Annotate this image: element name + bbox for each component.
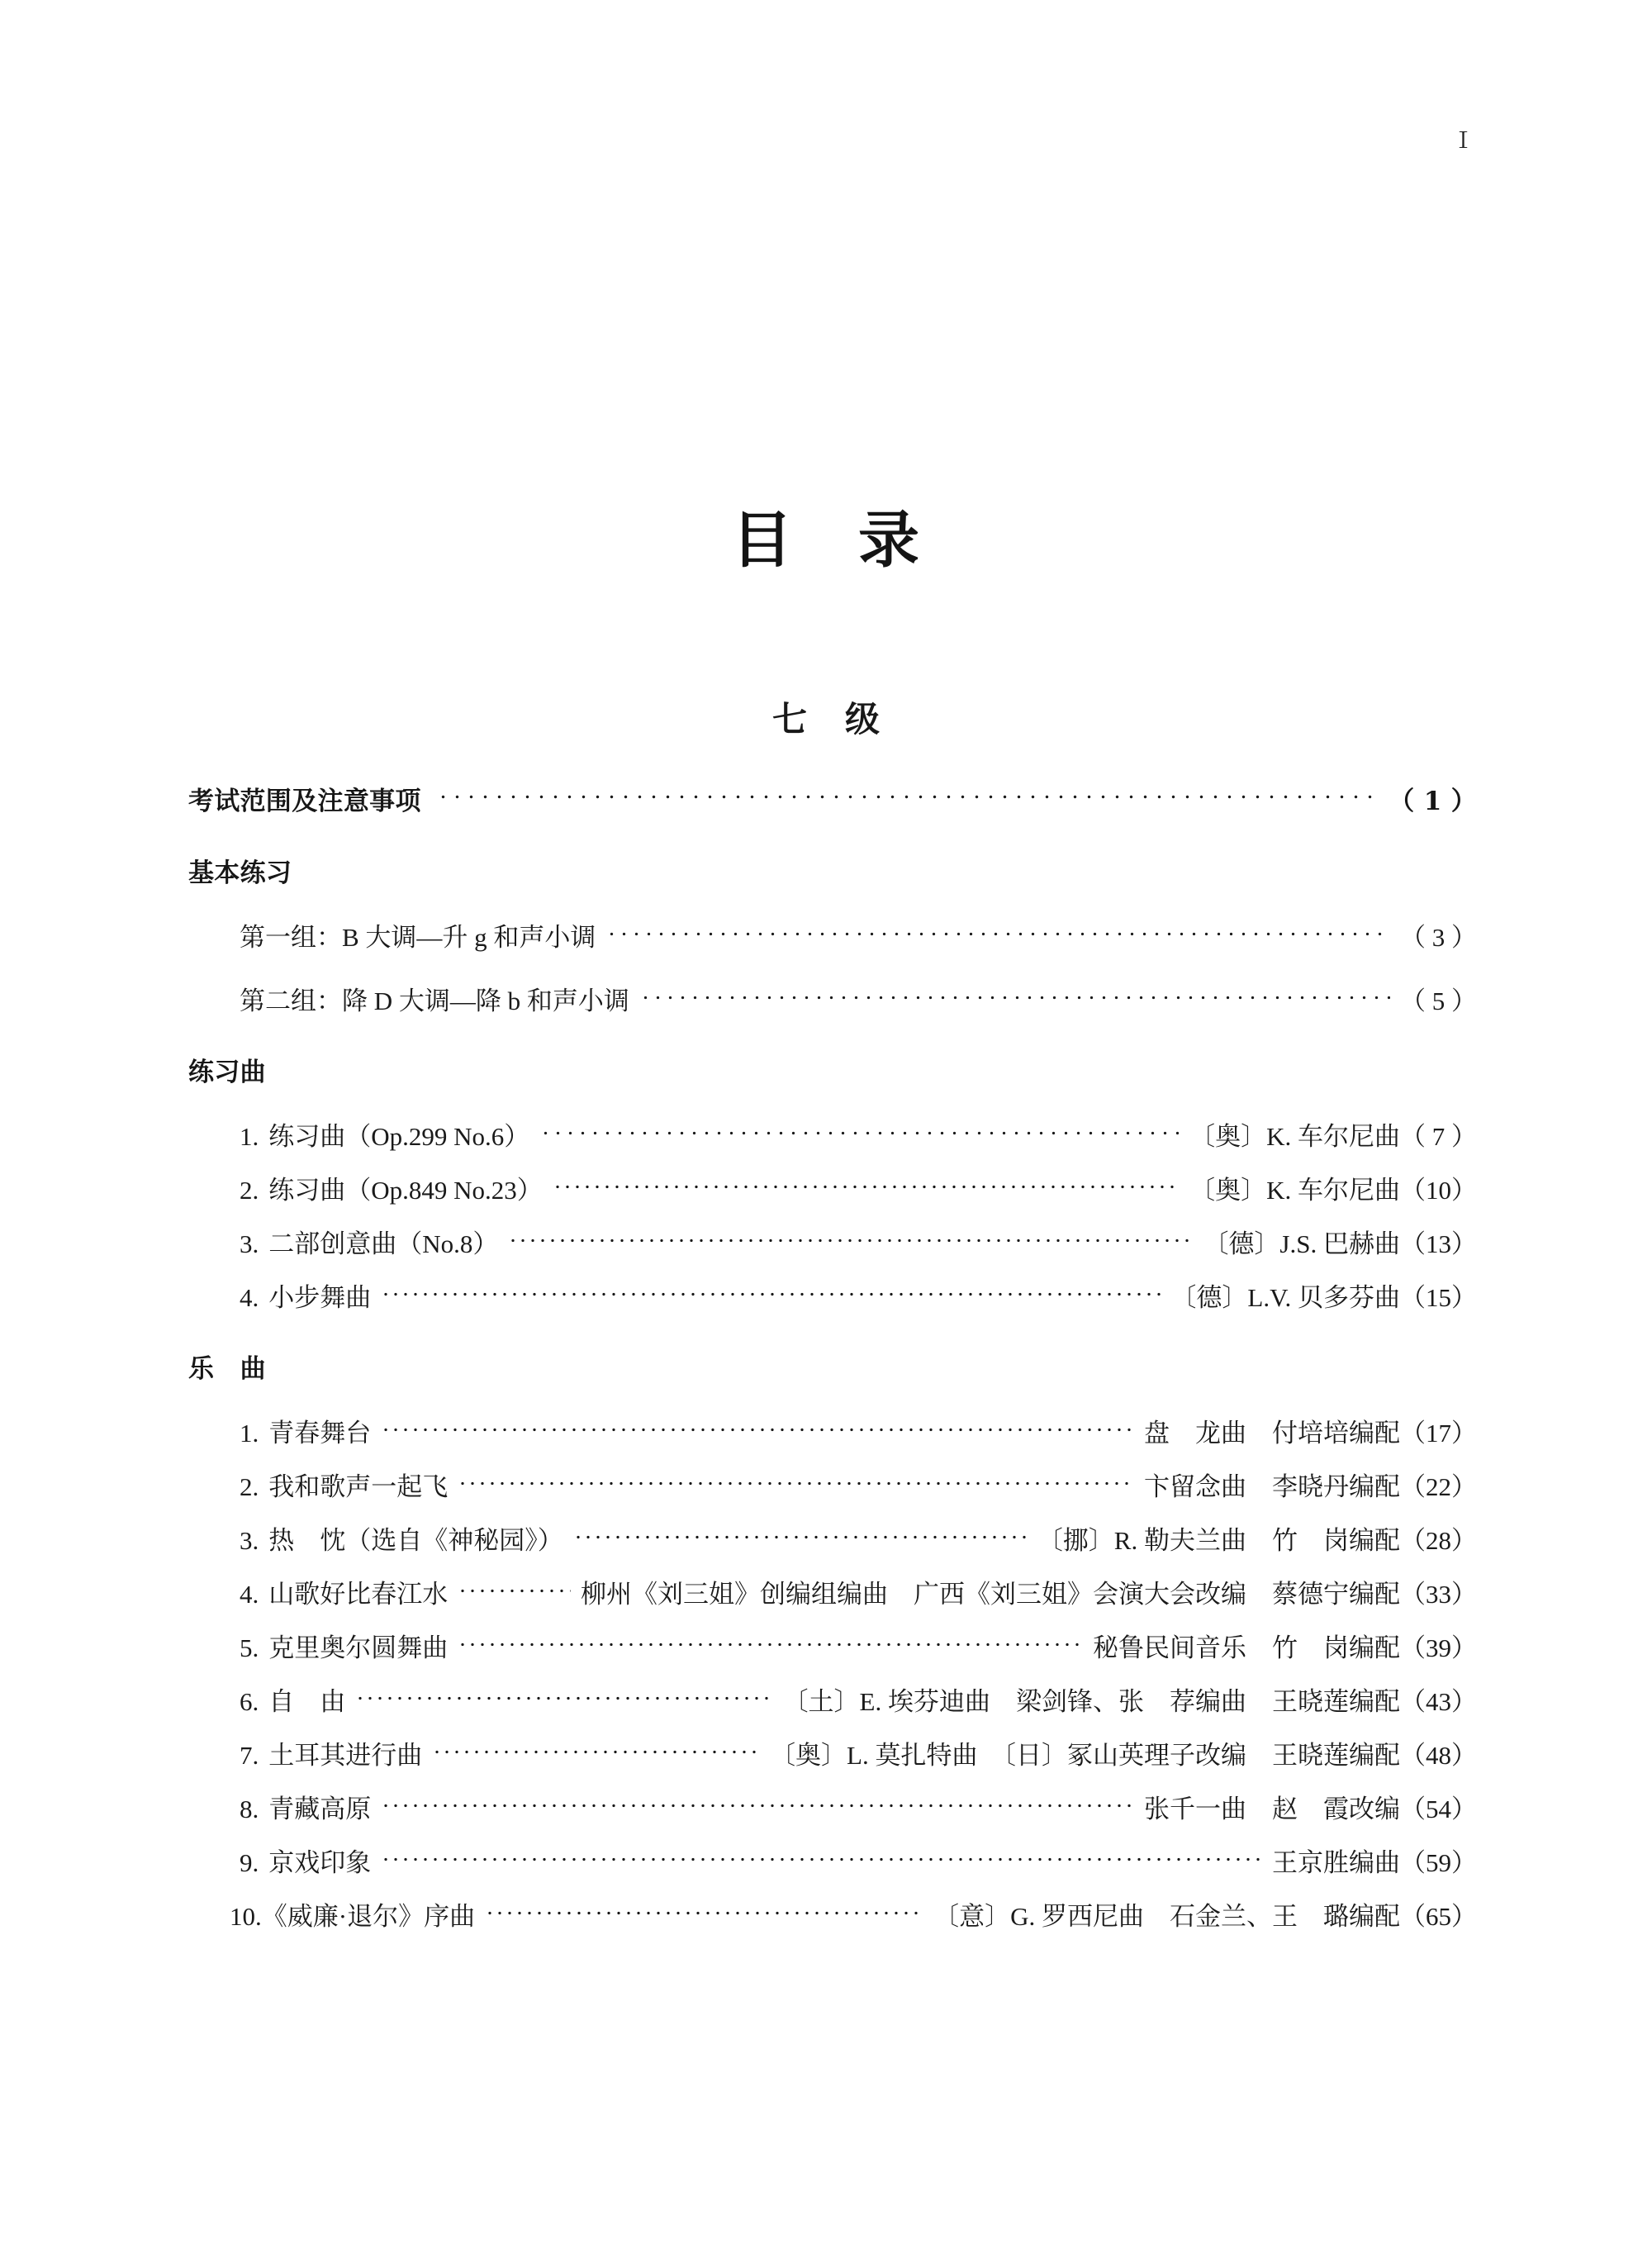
entry-title: 京戏印象 — [268, 1848, 372, 1877]
entry-title: 二部创意曲（No.8） — [268, 1229, 499, 1258]
spacer — [188, 1661, 1477, 1689]
spacer — [188, 1310, 1477, 1357]
leader-dots — [381, 1288, 1161, 1300]
toc-entry-piece-3[interactable] — [188, 1528, 1477, 1553]
entry-number: 5. — [240, 1633, 259, 1662]
page-number: （ 1 ） — [1389, 787, 1477, 816]
page-number: （ 5 ） — [1400, 987, 1477, 1015]
section-label-etudes: 练习曲 — [188, 1058, 266, 1087]
toc-entry-piece-10[interactable] — [188, 1904, 1477, 1929]
doc-title-right: 录 — [858, 505, 921, 576]
page-number: （65） — [1400, 1902, 1477, 1931]
toc-entry-piece-8[interactable] — [188, 1796, 1477, 1822]
spacer — [188, 1257, 1477, 1285]
page-number: （22） — [1400, 1472, 1477, 1501]
leader-dots — [381, 1799, 1134, 1812]
toc-entry-piece-4[interactable] — [188, 1581, 1477, 1607]
entry-number: 9. — [240, 1848, 259, 1877]
entry-number: 4. — [240, 1283, 259, 1312]
leader-dots — [508, 1234, 1193, 1247]
page-number: （48） — [1400, 1741, 1477, 1770]
level-title-left: 七 — [771, 699, 807, 739]
entry-number: 1. — [240, 1419, 259, 1448]
entry-title: 青藏高原 — [268, 1795, 372, 1823]
page-number: （59） — [1400, 1848, 1477, 1877]
entry-credit: 〔德〕J.S. 巴赫曲 — [1203, 1229, 1400, 1258]
entry-title: 小步舞曲 — [268, 1283, 372, 1312]
toc-entry-piece-7[interactable] — [188, 1742, 1477, 1768]
page-number: （43） — [1400, 1687, 1477, 1716]
toc-entry-piece-5[interactable] — [188, 1635, 1477, 1661]
entry-credit: 〔奥〕L. 莫扎特曲 〔日〕冢山英理子改编 王晓莲编配 — [770, 1741, 1400, 1770]
entry-credit: 张千一曲 赵 霞改编 — [1144, 1795, 1400, 1823]
page-number: （33） — [1400, 1580, 1477, 1609]
entry-title: 山歌好比春江水 — [268, 1580, 449, 1609]
toc-entry-exam-notes[interactable] — [188, 789, 1477, 815]
toc-entry-basic-2[interactable] — [188, 988, 1477, 1014]
section-label-basic-practice: 基本练习 — [188, 858, 292, 888]
leader-dots — [539, 1127, 1180, 1139]
toc-entry-piece-9[interactable] — [188, 1850, 1477, 1876]
spacer — [188, 815, 1477, 861]
toc-entry-etude-4[interactable] — [188, 1285, 1477, 1310]
entry-title: 《威廉·退尔》序曲 — [261, 1902, 476, 1931]
spacer — [188, 1607, 1477, 1635]
spacer — [188, 1086, 1477, 1124]
toc-entry-etude-3[interactable] — [188, 1231, 1477, 1257]
page-number: （54） — [1400, 1795, 1477, 1823]
page-number: （13） — [1400, 1229, 1477, 1258]
entry-title: 青春舞台 — [268, 1419, 372, 1448]
leader-dots — [573, 1531, 1028, 1543]
spacer — [188, 1553, 1477, 1581]
entry-credit: 〔奥〕K. 车尔尼曲 — [1189, 1122, 1400, 1151]
entry-number: 4. — [240, 1580, 259, 1609]
leader-dots — [485, 1907, 923, 1919]
page-number: （10） — [1400, 1176, 1477, 1205]
leader-dots — [639, 991, 1390, 1004]
spacer — [188, 1014, 1477, 1060]
entry-credit: 王京胜编曲 — [1272, 1848, 1400, 1877]
leader-dots — [381, 1853, 1262, 1866]
entry-title: 热 忱（选自《神秘园》） — [268, 1526, 563, 1555]
page-number: （15） — [1400, 1283, 1477, 1312]
entry-credit: 〔土〕E. 埃芬迪曲 梁剑锋、张 荐编曲 王晓莲编配 — [782, 1687, 1400, 1716]
toc-entry-piece-2[interactable] — [188, 1474, 1477, 1500]
entry-credit: 柳州《刘三姐》创编组编曲 广西《刘三姐》会演大会改编 蔡德宁编配 — [581, 1580, 1400, 1609]
spacer — [188, 1203, 1477, 1231]
page-number: （ 3 ） — [1400, 923, 1477, 952]
spacer — [188, 1822, 1477, 1850]
entry-title: 练习曲（Op.299 No.6） — [268, 1122, 530, 1151]
entry-number: 3. — [240, 1229, 259, 1258]
page-title — [0, 492, 1652, 579]
leader-dots — [381, 1424, 1134, 1436]
folio-number: Ⅰ — [1452, 128, 1474, 153]
toc-entry-piece-1[interactable] — [188, 1420, 1477, 1446]
level-title — [0, 692, 1652, 742]
spacer — [188, 950, 1477, 988]
spacer — [188, 1446, 1477, 1474]
entry-credit: 盘 龙曲 付培培编配 — [1144, 1419, 1400, 1448]
toc-entry-piece-6[interactable] — [188, 1689, 1477, 1714]
spacer — [188, 1876, 1477, 1904]
entry-number: 7. — [240, 1741, 259, 1770]
leader-dots — [432, 1746, 760, 1758]
leader-dots — [458, 1477, 1134, 1490]
leader-dots — [355, 1692, 772, 1704]
entry-title: 自 由 — [268, 1687, 346, 1716]
toc-entry-etude-2[interactable] — [188, 1177, 1477, 1203]
entry-credit: 〔奥〕K. 车尔尼曲 — [1189, 1176, 1400, 1205]
entry-credit: 〔德〕L.V. 贝多芬曲 — [1170, 1283, 1400, 1312]
page-number: （17） — [1400, 1419, 1477, 1448]
toc-entry-etude-1[interactable] — [188, 1124, 1477, 1149]
doc-title-left: 目 — [731, 505, 794, 576]
section-label-pieces: 乐 曲 — [188, 1354, 266, 1384]
spacer — [188, 1768, 1477, 1796]
table-of-contents — [188, 789, 1477, 1929]
entry-title: 土耳其进行曲 — [268, 1741, 423, 1770]
leader-dots — [605, 928, 1390, 940]
entry-credit: 卞留念曲 李晓丹编配 — [1144, 1472, 1400, 1501]
entry-title: 第二组：降 D 大调—降 b 和声小调 — [240, 987, 629, 1015]
toc-entry-basic-1[interactable] — [188, 925, 1477, 950]
entry-title: 练习曲（Op.849 No.23） — [268, 1176, 543, 1205]
leader-dots — [458, 1638, 1083, 1651]
entry-title: 我和歌声一起飞 — [268, 1472, 449, 1501]
leader-dots — [553, 1181, 1180, 1193]
spacer — [188, 887, 1477, 925]
entry-title: 第一组：B 大调—升 g 和声小调 — [240, 923, 596, 952]
level-title-right: 级 — [845, 699, 881, 739]
entry-number: 3. — [240, 1526, 259, 1555]
leader-dots — [458, 1585, 571, 1597]
entry-number: 8. — [240, 1795, 259, 1823]
page-number: （ 7 ） — [1400, 1122, 1477, 1151]
entry-number: 2. — [240, 1472, 259, 1501]
leader-dots — [436, 790, 1377, 804]
spacer — [188, 1149, 1477, 1177]
section-label-exam-notes: 考试范围及注意事项 — [188, 787, 421, 816]
entry-number: 1. — [240, 1122, 259, 1151]
entry-number: 2. — [240, 1176, 259, 1205]
spacer — [188, 1714, 1477, 1742]
entry-credit: 〔挪〕R. 勒夫兰曲 竹 岗编配 — [1037, 1526, 1400, 1555]
page-number: （28） — [1400, 1526, 1477, 1555]
page-number: （39） — [1400, 1633, 1477, 1662]
spacer — [188, 1500, 1477, 1528]
entry-credit: 秘鲁民间音乐 竹 岗编配 — [1093, 1633, 1400, 1662]
entry-credit: 〔意〕G. 罗西尼曲 石金兰、王 璐编配 — [933, 1902, 1400, 1931]
entry-number: 10. — [230, 1902, 262, 1931]
entry-title: 克里奥尔圆舞曲 — [268, 1633, 449, 1662]
spacer — [188, 1382, 1477, 1420]
entry-number: 6. — [240, 1687, 259, 1716]
